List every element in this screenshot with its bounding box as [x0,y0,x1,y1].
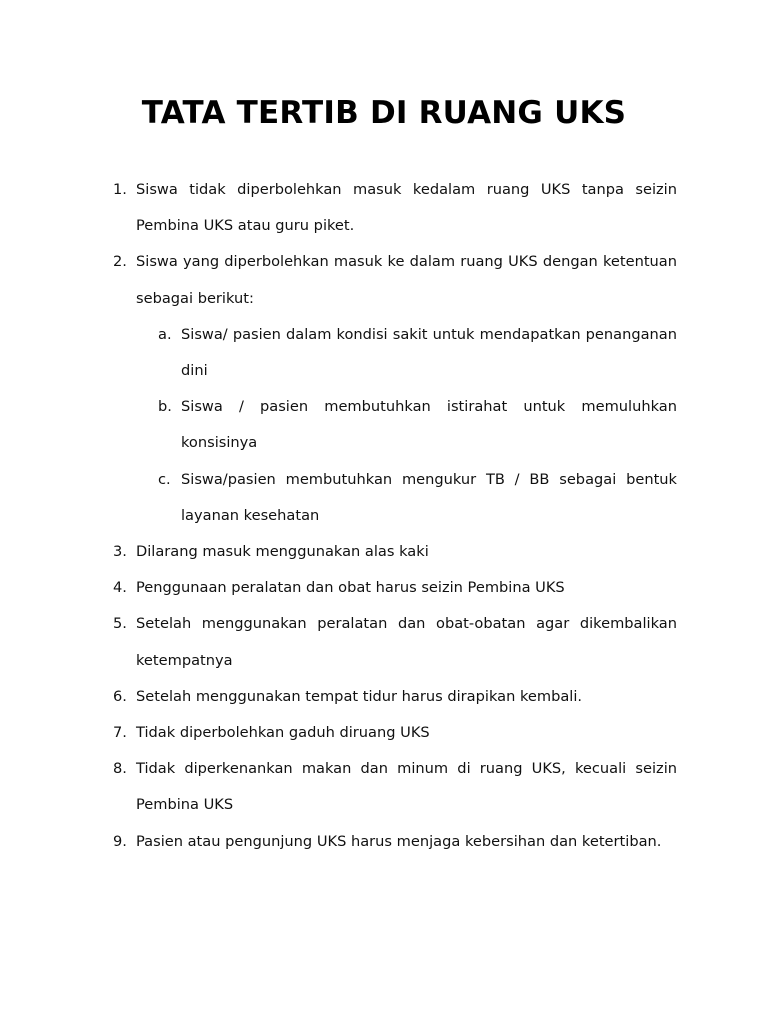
rule-text: Siswa tidak diperbolehkan masuk kedalam ruang UKS tanpa seizin Pembina UKS atau guru piket. [136,181,677,235]
sub-rule-item [151,462,677,534]
rule-text: Setelah menggunakan peralatan dan obat-obatan agar dikembalikan ketempatnya [136,615,677,669]
rule-item [106,824,677,860]
sub-rule-item [151,317,677,389]
rule-text: Dilarang masuk menggunakan alas kaki [136,543,429,561]
rule-text: Penggunaan peralatan dan obat harus seizin Pembina UKS [136,579,565,597]
rule-number: 7. [113,724,127,742]
rule-number: 5. [113,615,127,633]
sub-rule-marker: b. [158,398,172,416]
sub-rules-list [151,317,677,534]
rule-item [106,244,677,534]
rule-item [106,172,677,244]
page-title: TATA TERTIB DI RUANG UKS [141,95,627,131]
rule-text: Pasien atau pengunjung UKS harus menjaga kebersihan dan ketertiban. [136,832,662,850]
rule-number: 9. [113,832,127,850]
rule-item [106,751,677,823]
sub-rule-item [151,389,677,461]
sub-rule-marker: c. [158,470,171,488]
sub-rule-marker: a. [158,325,172,343]
rule-text: Tidak diperbolehkan gaduh diruang UKS [136,724,430,742]
sub-rule-text: Siswa/ pasien dalam kondisi sakit untuk mendapatkan penanganan dini [181,325,677,380]
rule-number: 4. [113,579,127,597]
rule-number: 2. [113,253,127,271]
rule-item [106,679,677,715]
rule-item [106,606,677,678]
rule-number: 3. [113,543,127,561]
rule-number: 1. [113,181,127,198]
rule-number: 8. [113,760,127,778]
rule-item [106,715,677,751]
rule-text: Siswa yang diperbolehkan masuk ke dalam ruang UKS dengan ketentuan sebagai berikut: [136,253,677,307]
rule-text: Setelah menggunakan tempat tidur harus dirapikan kembali. [136,687,583,705]
rule-number: 6. [113,687,127,705]
rule-text: Tidak diperkenankan makan dan minum di ruang UKS, kecuali seizin Pembina UKS [136,760,677,814]
sub-rule-text: Siswa/pasien membutuhkan mengukur TB / BB sebagai bentuk layanan kesehatan [181,470,677,524]
rules-list [106,172,677,860]
rule-item [106,570,677,606]
sub-rule-text: Siswa / pasien membutuhkan istirahat untuk memuluhkan konsisinya [181,398,677,452]
rule-item [106,534,677,570]
